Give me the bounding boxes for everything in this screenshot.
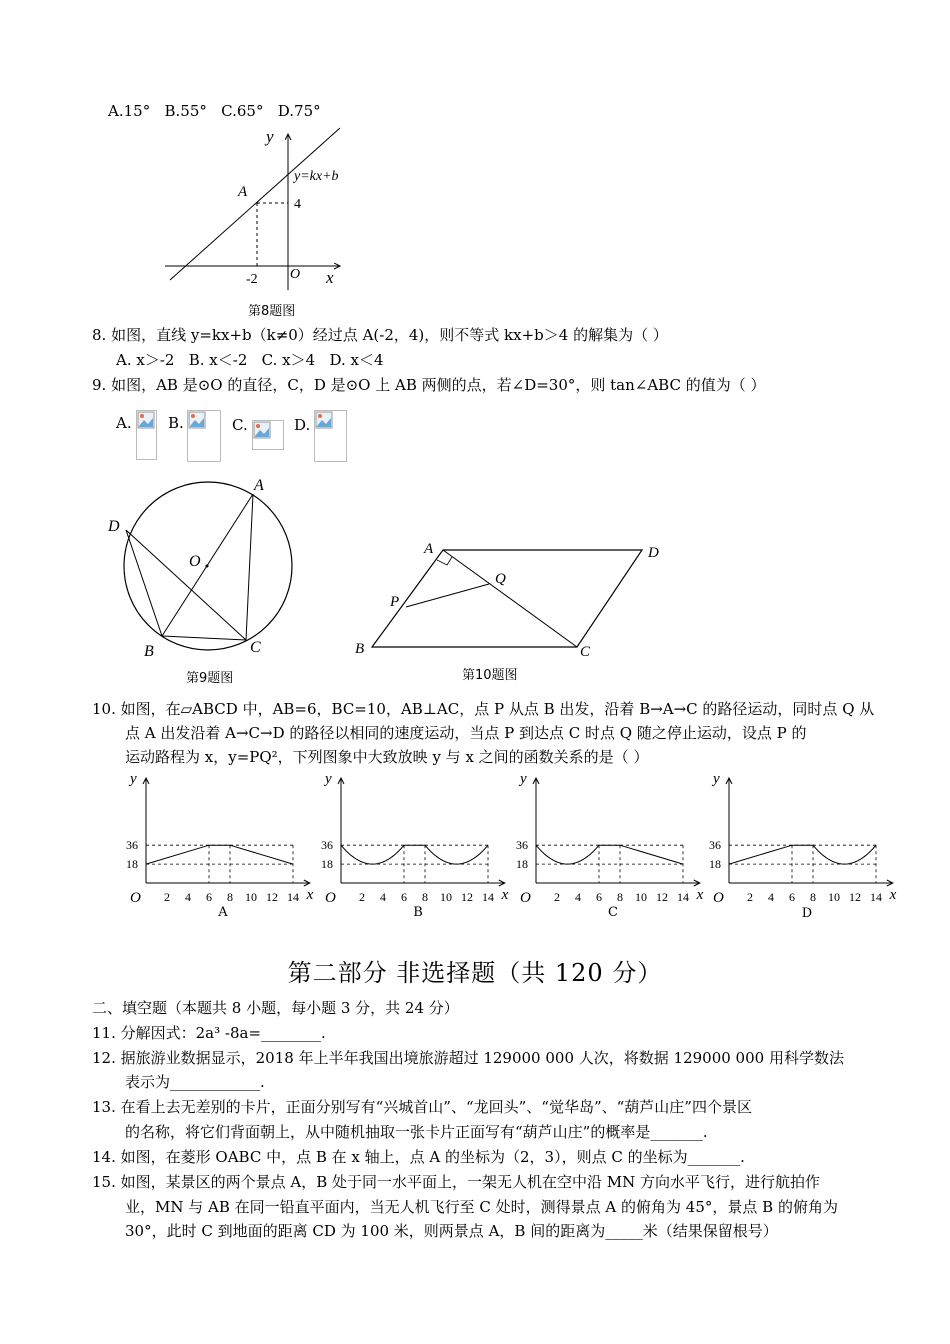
graph-d (708, 770, 898, 906)
broken-image-icon (315, 411, 333, 429)
fig10-p: P (390, 594, 400, 610)
x-tick-14: 14 (870, 890, 882, 904)
graph-b-label: B (413, 905, 423, 920)
graph-x-label: x (696, 887, 704, 903)
x-tick-6: 6 (596, 890, 602, 904)
x-tick-6: 6 (789, 890, 795, 904)
segment-dc (126, 530, 246, 640)
x-tick-6: 6 (206, 890, 212, 904)
q13-line1: 13. 在看上去无差别的卡片，正面分别写有“兴城首山”、“龙回头”、“觉华岛”、“葫芦山庄”四个景区 (92, 1098, 752, 1116)
q10-line1: 10. 如图，在▱ABCD 中，AB=6，BC=10，AB⊥AC，点 P 从点 B 出发，沿着 B→A→C 的路径运动，同时点 Q 从 (92, 700, 875, 718)
q15-line3: 30°，此时 C 到地面的距离 CD 为 100 米，则两景点 A，B 间的距离为_____米（结果保留根号） (125, 1222, 778, 1240)
y-tick-36: 36 (126, 838, 138, 853)
graph-y-label: y (520, 771, 527, 787)
fig10-c: C (580, 644, 591, 660)
segment-bc (162, 636, 246, 640)
fig8-origin: O (290, 267, 301, 282)
parallelogram-abcd (372, 550, 642, 647)
q9-opt-d: D. (294, 416, 311, 434)
fig9-a: A (254, 477, 264, 494)
graph-x-label: x (889, 887, 897, 903)
x-tick-8: 8 (227, 890, 233, 904)
y-tick-18: 18 (516, 857, 528, 872)
graph-a-label: A (218, 905, 228, 920)
x-tick-10: 10 (440, 890, 452, 904)
fig9-b: B (144, 643, 154, 660)
q15-line1: 15. 如图，某景区的两个景点 A，B 处于同一水平面上，一架无人机在空中沿 MN 方向水平飞行，进行航拍作 (92, 1173, 821, 1191)
fig8-point-a: A (238, 184, 248, 200)
x-tick-4: 4 (575, 890, 581, 904)
q9-option-b-image (187, 410, 221, 462)
x-tick-2: 2 (359, 890, 365, 904)
q9-option-a-image (136, 410, 157, 460)
x-tick-12: 12 (656, 890, 668, 904)
q9-option-d-image (314, 410, 347, 462)
x-tick-4: 4 (768, 890, 774, 904)
fig8-x-tick: -2 (246, 272, 258, 287)
q11-text: 11. 分解因式：2a³ -8a=________. (92, 1024, 326, 1042)
center-o (206, 565, 209, 568)
x-tick-10: 10 (635, 890, 647, 904)
fig8-x-label: x (326, 268, 334, 287)
x-tick-14: 14 (287, 890, 299, 904)
x-tick-14: 14 (482, 890, 494, 904)
x-tick-4: 4 (380, 890, 386, 904)
broken-image-icon (253, 421, 271, 439)
fig10-b: B (355, 641, 365, 657)
x-tick-12: 12 (461, 890, 473, 904)
y-tick-18: 18 (321, 857, 333, 872)
fig10-a: A (424, 541, 434, 557)
function-curve (341, 845, 488, 864)
graph-y-label: y (713, 771, 720, 787)
fig8-line-label: y=kx+b (294, 169, 339, 184)
q14-text: 14. 如图，在菱形 OABC 中，点 B 在 x 轴上，点 A 的坐标为（2，3），则点 C 的坐标为_______. (92, 1148, 745, 1166)
graph-d-label: D (801, 906, 813, 921)
x-tick-12: 12 (266, 890, 278, 904)
diagonal-ac (443, 550, 577, 647)
x-tick-10: 10 (828, 890, 840, 904)
q7-options: A.15° B.55° C.65° D.75° (108, 102, 321, 120)
q15-line2: 业，MN 与 AB 在同一铅直平面内，当无人机飞行至 C 处时，测得景点 A 的俯角为 45°，景点 B 的俯角为 (125, 1198, 838, 1216)
fig10-caption: 第10题图 (462, 668, 518, 683)
graph-b (320, 770, 510, 906)
broken-image-icon (137, 411, 155, 429)
segment-pq (406, 584, 489, 607)
fig9-d: D (108, 518, 120, 535)
figure-9 (100, 470, 310, 660)
y-tick-18: 18 (126, 857, 138, 872)
figure-10 (350, 535, 680, 665)
x-tick-6: 6 (401, 890, 407, 904)
figure-8 (160, 120, 360, 295)
fig9-caption: 第9题图 (186, 671, 234, 686)
line-y-kx-b (170, 128, 340, 280)
x-tick-8: 8 (422, 890, 428, 904)
x-tick-2: 2 (747, 890, 753, 904)
graph-y-label: y (325, 771, 332, 787)
segment-ac (246, 494, 253, 640)
q12-line2: 表示为____________. (125, 1073, 265, 1091)
x-tick-14: 14 (677, 890, 689, 904)
fig8-caption: 第8题图 (248, 304, 296, 319)
function-curve (146, 845, 293, 864)
q9-option-c-image (252, 420, 284, 450)
x-tick-2: 2 (554, 890, 560, 904)
part2-title: 第二部分 非选择题（共 120 分） (287, 959, 663, 987)
function-curve (536, 845, 683, 864)
y-tick-36: 36 (516, 838, 528, 853)
y-tick-36: 36 (709, 838, 721, 853)
broken-image-icon (188, 411, 206, 429)
graph-y-label: y (130, 771, 137, 787)
q13-line2: 的名称，将它们背面朝上，从中随机抽取一张卡片正面写有“葫芦山庄”的概率是_______. (125, 1123, 708, 1141)
graph-c (515, 770, 705, 906)
x-tick-2: 2 (164, 890, 170, 904)
fig8-y-tick: 4 (294, 197, 301, 212)
fig9-o: O (189, 553, 201, 570)
graph-a (125, 770, 315, 906)
x-tick-12: 12 (849, 890, 861, 904)
x-tick-8: 8 (617, 890, 623, 904)
q10-line3: 运动路程为 x，y=PQ²，下列图象中大致放映 y 与 x 之间的函数关系的是（ ） (125, 748, 649, 766)
q9-text: 9. 如图，AB 是⊙O 的直径，C，D 是⊙O 上 AB 两侧的点，若∠D=30°，则 tan∠ABC 的值为（ ） (92, 376, 766, 394)
fig10-q: Q (495, 571, 506, 587)
q9-opt-b: B. (168, 414, 184, 432)
x-tick-8: 8 (810, 890, 816, 904)
graph-origin: O (325, 890, 336, 906)
right-angle-mark (437, 557, 452, 565)
function-curve (729, 845, 876, 864)
x-tick-4: 4 (185, 890, 191, 904)
fig8-y-label: y (266, 127, 274, 146)
q9-opt-a: A. (116, 414, 132, 432)
graph-origin: O (713, 890, 724, 906)
x-tick-10: 10 (245, 890, 257, 904)
fig10-d: D (648, 545, 659, 561)
graph-c-label: C (608, 905, 618, 920)
q10-line2: 点 A 出发沿着 A→C→D 的路径以相同的速度运动，当点 P 到达点 C 时点 Q 随之停止运动，设点 P 的 (125, 724, 807, 742)
section2-heading: 二、填空题（本题共 8 小题，每小题 3 分，共 24 分） (92, 999, 459, 1017)
graph-origin: O (130, 890, 141, 906)
graph-x-label: x (501, 887, 509, 903)
q8-options: A. x＞-2 B. x＜-2 C. x＞4 D. x＜4 (116, 351, 384, 369)
q8-text: 8. 如图，直线 y=kx+b（k≠0）经过点 A(-2，4)，则不等式 kx+b＞4 的解集为（ ） (92, 326, 668, 344)
fig9-c: C (250, 639, 261, 656)
q12-line1: 12. 据旅游业数据显示，2018 年上半年我国出境旅游超过 129000 000 人次，将数据 129000 000 用科学数法 (92, 1049, 844, 1067)
y-tick-18: 18 (709, 857, 721, 872)
graph-x-label: x (306, 887, 314, 903)
graph-origin: O (520, 890, 531, 906)
y-tick-36: 36 (321, 838, 333, 853)
q9-opt-c: C. (232, 416, 248, 434)
